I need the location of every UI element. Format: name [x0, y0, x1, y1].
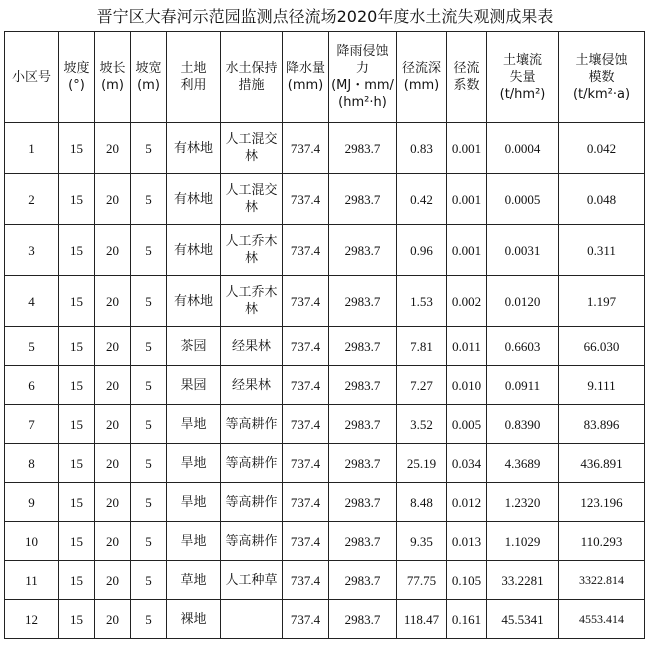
cell-zone-number: 5 [5, 327, 59, 366]
cell-runoff-depth: 9.35 [397, 522, 447, 561]
cell-slope-length: 20 [95, 276, 131, 327]
header-slope-width: 坡宽 (m) [131, 32, 167, 123]
table-row [5, 327, 645, 366]
cell-slope-degree: 15 [59, 561, 95, 600]
cell-runoff-coefficient: 0.011 [447, 327, 487, 366]
cell-zone-number: 6 [5, 366, 59, 405]
cell-runoff-coefficient: 0.012 [447, 483, 487, 522]
cell-slope-length: 20 [95, 600, 131, 639]
cell-rainfall-erosivity: 2983.7 [329, 522, 397, 561]
cell-zone-number: 7 [5, 405, 59, 444]
cell-runoff-coefficient: 0.161 [447, 600, 487, 639]
cell-conservation-measure: 人工乔木林 [221, 276, 283, 327]
cell-slope-degree: 15 [59, 483, 95, 522]
cell-conservation-measure: 人工混交林 [221, 123, 283, 174]
cell-precipitation: 737.4 [283, 366, 329, 405]
header-runoff-coefficient: 径流 系数 [447, 32, 487, 123]
cell-erosion-modulus: 66.030 [559, 327, 645, 366]
header-land-use: 土地 利用 [167, 32, 221, 123]
cell-conservation-measure: 人工种草 [221, 561, 283, 600]
cell-soil-loss: 0.0005 [487, 174, 559, 225]
cell-land-use: 有林地 [167, 123, 221, 174]
cell-land-use: 茶园 [167, 327, 221, 366]
cell-erosion-modulus: 123.196 [559, 483, 645, 522]
cell-erosion-modulus: 4553.414 [559, 600, 645, 639]
cell-runoff-depth: 118.47 [397, 600, 447, 639]
cell-zone-number: 3 [5, 225, 59, 276]
cell-slope-degree: 15 [59, 327, 95, 366]
cell-slope-degree: 15 [59, 405, 95, 444]
cell-precipitation: 737.4 [283, 600, 329, 639]
header-row [5, 32, 645, 123]
cell-rainfall-erosivity: 2983.7 [329, 561, 397, 600]
cell-erosion-modulus: 3322.814 [559, 561, 645, 600]
table-row [5, 522, 645, 561]
header-soil-loss: 土壤流 失量 (t/hm²) [487, 32, 559, 123]
cell-runoff-coefficient: 0.001 [447, 174, 487, 225]
cell-slope-length: 20 [95, 366, 131, 405]
cell-soil-loss: 33.2281 [487, 561, 559, 600]
cell-slope-width: 5 [131, 600, 167, 639]
cell-erosion-modulus: 436.891 [559, 444, 645, 483]
cell-runoff-coefficient: 0.005 [447, 405, 487, 444]
cell-precipitation: 737.4 [283, 444, 329, 483]
header-rainfall-erosivity: 降雨侵蚀 力 (MJ・mm/ (hm²·h) [329, 32, 397, 123]
cell-slope-width: 5 [131, 561, 167, 600]
cell-land-use: 果园 [167, 366, 221, 405]
cell-slope-length: 20 [95, 483, 131, 522]
cell-rainfall-erosivity: 2983.7 [329, 405, 397, 444]
cell-rainfall-erosivity: 2983.7 [329, 483, 397, 522]
cell-conservation-measure: 等高耕作 [221, 405, 283, 444]
table-row [5, 600, 645, 639]
cell-runoff-coefficient: 0.002 [447, 276, 487, 327]
cell-rainfall-erosivity: 2983.7 [329, 276, 397, 327]
cell-erosion-modulus: 83.896 [559, 405, 645, 444]
cell-rainfall-erosivity: 2983.7 [329, 444, 397, 483]
cell-runoff-depth: 77.75 [397, 561, 447, 600]
cell-conservation-measure: 经果林 [221, 366, 283, 405]
table-row [5, 225, 645, 276]
header-slope-degree: 坡度 (°) [59, 32, 95, 123]
cell-soil-loss: 0.6603 [487, 327, 559, 366]
cell-runoff-depth: 8.48 [397, 483, 447, 522]
cell-runoff-depth: 7.81 [397, 327, 447, 366]
cell-erosion-modulus: 1.197 [559, 276, 645, 327]
cell-runoff-coefficient: 0.001 [447, 123, 487, 174]
cell-land-use: 草地 [167, 561, 221, 600]
cell-conservation-measure: 人工混交林 [221, 174, 283, 225]
cell-runoff-coefficient: 0.010 [447, 366, 487, 405]
table-title: 晋宁区大春河示范园监测点径流场2020年度水土流失观测成果表 [96, 7, 554, 26]
cell-runoff-depth: 3.52 [397, 405, 447, 444]
header-slope-length: 坡长 (m) [95, 32, 131, 123]
header-precipitation: 降水量 (mm) [283, 32, 329, 123]
cell-erosion-modulus: 110.293 [559, 522, 645, 561]
cell-zone-number: 12 [5, 600, 59, 639]
cell-soil-loss: 0.0120 [487, 276, 559, 327]
cell-land-use: 有林地 [167, 225, 221, 276]
cell-zone-number: 10 [5, 522, 59, 561]
cell-runoff-depth: 1.53 [397, 276, 447, 327]
cell-precipitation: 737.4 [283, 522, 329, 561]
cell-zone-number: 9 [5, 483, 59, 522]
cell-land-use: 旱地 [167, 522, 221, 561]
cell-soil-loss: 0.0004 [487, 123, 559, 174]
cell-conservation-measure: 等高耕作 [221, 522, 283, 561]
cell-land-use: 裸地 [167, 600, 221, 639]
cell-slope-length: 20 [95, 444, 131, 483]
cell-rainfall-erosivity: 2983.7 [329, 123, 397, 174]
cell-slope-width: 5 [131, 366, 167, 405]
header-conservation-measure: 水土保持 措施 [221, 32, 283, 123]
cell-soil-loss: 0.8390 [487, 405, 559, 444]
cell-runoff-depth: 0.83 [397, 123, 447, 174]
cell-slope-length: 20 [95, 123, 131, 174]
header-zone-number: 小区号 [5, 32, 59, 123]
cell-precipitation: 737.4 [283, 276, 329, 327]
cell-slope-degree: 15 [59, 276, 95, 327]
cell-runoff-depth: 7.27 [397, 366, 447, 405]
cell-slope-length: 20 [95, 327, 131, 366]
cell-conservation-measure [221, 600, 283, 639]
table-body [5, 123, 645, 639]
cell-slope-width: 5 [131, 123, 167, 174]
cell-land-use: 有林地 [167, 276, 221, 327]
table-row [5, 444, 645, 483]
cell-precipitation: 737.4 [283, 561, 329, 600]
cell-erosion-modulus: 0.048 [559, 174, 645, 225]
cell-conservation-measure: 等高耕作 [221, 444, 283, 483]
cell-soil-loss: 1.1029 [487, 522, 559, 561]
cell-runoff-coefficient: 0.034 [447, 444, 487, 483]
cell-zone-number: 4 [5, 276, 59, 327]
cell-zone-number: 8 [5, 444, 59, 483]
cell-soil-loss: 1.2320 [487, 483, 559, 522]
cell-conservation-measure: 人工乔木林 [221, 225, 283, 276]
cell-soil-loss: 4.3689 [487, 444, 559, 483]
cell-rainfall-erosivity: 2983.7 [329, 600, 397, 639]
cell-rainfall-erosivity: 2983.7 [329, 366, 397, 405]
cell-slope-degree: 15 [59, 123, 95, 174]
cell-slope-degree: 15 [59, 174, 95, 225]
cell-erosion-modulus: 0.311 [559, 225, 645, 276]
cell-erosion-modulus: 0.042 [559, 123, 645, 174]
header-erosion-modulus: 土壤侵蚀 模数 (t/km²·a) [559, 32, 645, 123]
cell-precipitation: 737.4 [283, 483, 329, 522]
table-row [5, 276, 645, 327]
cell-precipitation: 737.4 [283, 174, 329, 225]
cell-conservation-measure: 等高耕作 [221, 483, 283, 522]
cell-slope-degree: 15 [59, 225, 95, 276]
cell-slope-length: 20 [95, 522, 131, 561]
cell-slope-width: 5 [131, 444, 167, 483]
cell-land-use: 旱地 [167, 483, 221, 522]
cell-land-use: 有林地 [167, 174, 221, 225]
cell-slope-length: 20 [95, 405, 131, 444]
cell-zone-number: 1 [5, 123, 59, 174]
cell-slope-width: 5 [131, 276, 167, 327]
cell-slope-width: 5 [131, 522, 167, 561]
table-row [5, 483, 645, 522]
cell-conservation-measure: 经果林 [221, 327, 283, 366]
cell-precipitation: 737.4 [283, 225, 329, 276]
cell-runoff-depth: 25.19 [397, 444, 447, 483]
cell-rainfall-erosivity: 2983.7 [329, 327, 397, 366]
cell-runoff-depth: 0.42 [397, 174, 447, 225]
cell-slope-width: 5 [131, 483, 167, 522]
soil-erosion-table [4, 31, 645, 639]
cell-land-use: 旱地 [167, 405, 221, 444]
cell-rainfall-erosivity: 2983.7 [329, 225, 397, 276]
table-row [5, 405, 645, 444]
table-row [5, 123, 645, 174]
cell-slope-width: 5 [131, 174, 167, 225]
cell-slope-length: 20 [95, 174, 131, 225]
cell-land-use: 旱地 [167, 444, 221, 483]
cell-slope-width: 5 [131, 225, 167, 276]
cell-slope-length: 20 [95, 561, 131, 600]
cell-soil-loss: 0.0031 [487, 225, 559, 276]
cell-precipitation: 737.4 [283, 405, 329, 444]
cell-runoff-depth: 0.96 [397, 225, 447, 276]
cell-rainfall-erosivity: 2983.7 [329, 174, 397, 225]
cell-runoff-coefficient: 0.105 [447, 561, 487, 600]
table-row [5, 366, 645, 405]
cell-zone-number: 2 [5, 174, 59, 225]
cell-precipitation: 737.4 [283, 327, 329, 366]
cell-slope-degree: 15 [59, 444, 95, 483]
cell-slope-degree: 15 [59, 366, 95, 405]
cell-slope-degree: 15 [59, 522, 95, 561]
table-row [5, 174, 645, 225]
table-row [5, 561, 645, 600]
cell-soil-loss: 45.5341 [487, 600, 559, 639]
table-header [5, 32, 645, 123]
cell-precipitation: 737.4 [283, 123, 329, 174]
cell-slope-degree: 15 [59, 600, 95, 639]
cell-runoff-coefficient: 0.013 [447, 522, 487, 561]
header-runoff-depth: 径流深 (mm) [397, 32, 447, 123]
cell-erosion-modulus: 9.111 [559, 366, 645, 405]
cell-slope-width: 5 [131, 327, 167, 366]
cell-slope-width: 5 [131, 405, 167, 444]
cell-soil-loss: 0.0911 [487, 366, 559, 405]
cell-slope-length: 20 [95, 225, 131, 276]
cell-zone-number: 11 [5, 561, 59, 600]
cell-runoff-coefficient: 0.001 [447, 225, 487, 276]
